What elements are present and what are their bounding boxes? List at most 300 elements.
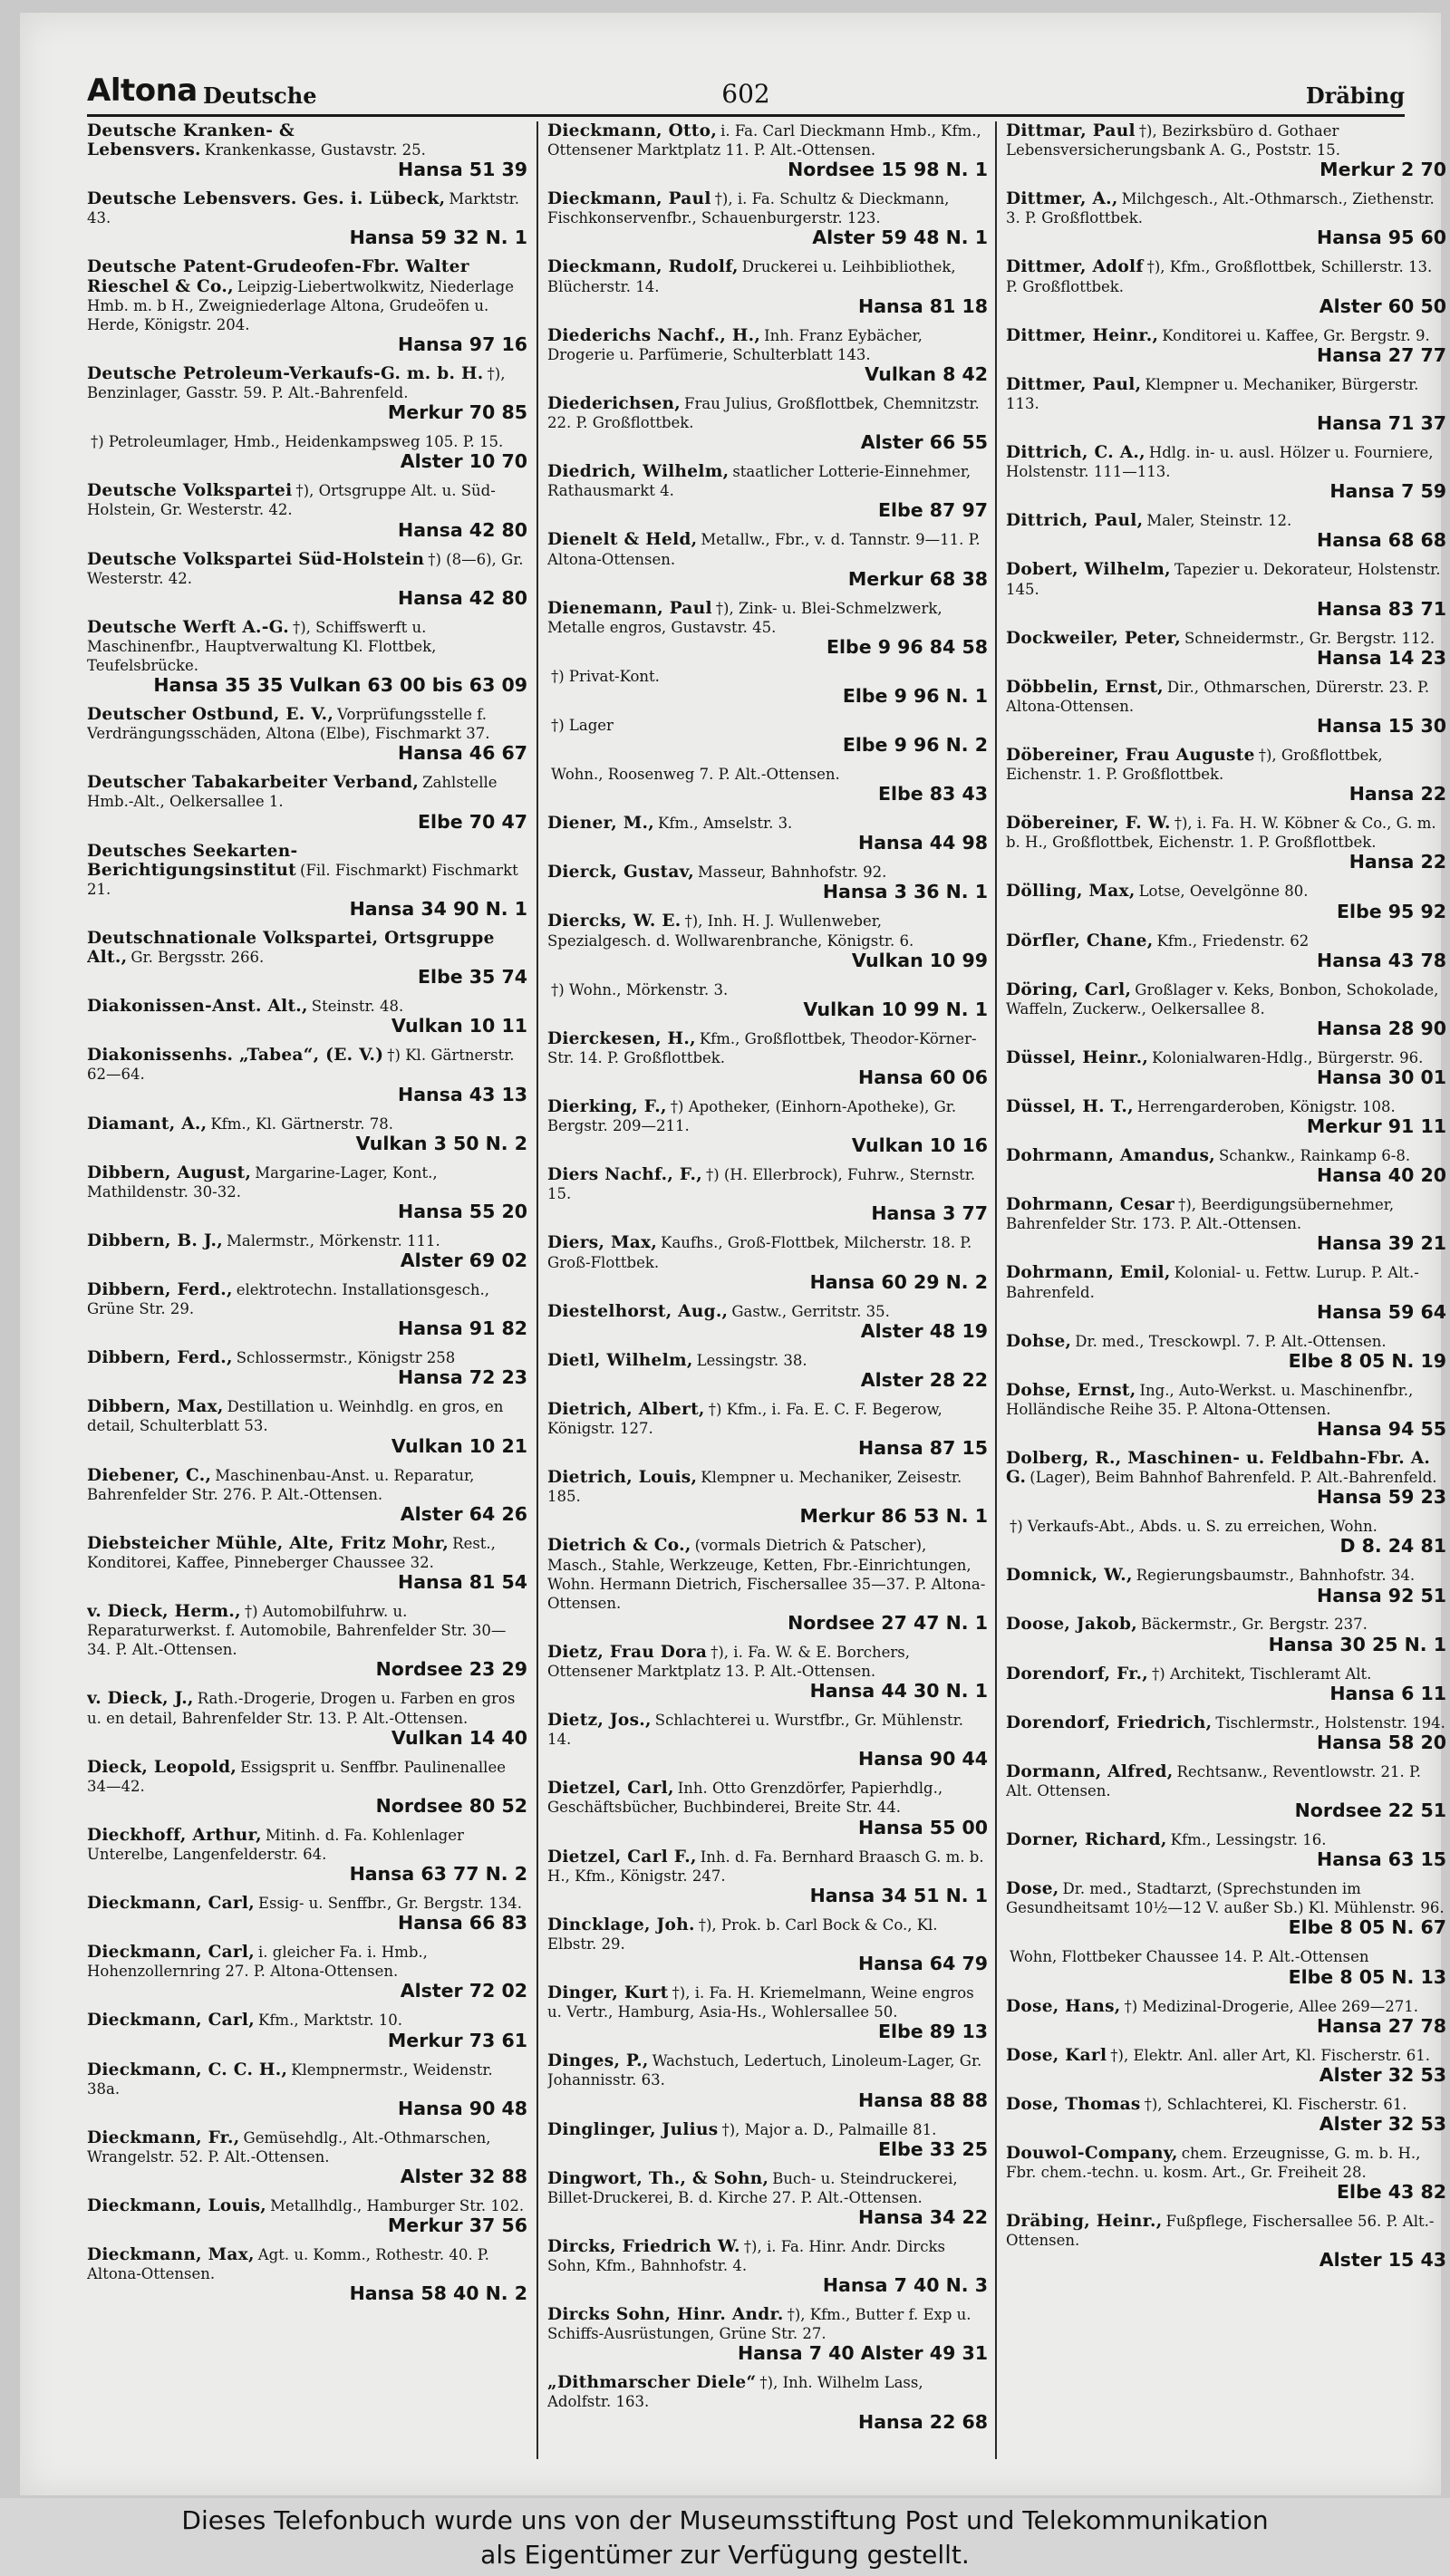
entry-description: Metallw., Fbr., v. d. Tannstr. 9—11. P. Altona-Ottensen.: [547, 531, 981, 568]
directory-entry: [87, 257, 527, 355]
entry-phone: Vulkan 8 42: [865, 362, 988, 385]
entry-name: Diers, Max,: [547, 1233, 658, 1253]
directory-entry: [87, 2128, 527, 2188]
entry-name: Dittmar, Paul: [1006, 121, 1136, 140]
entry-name: Deutschnationale Volkspartei, Ortsgruppe Alt.,: [87, 928, 495, 968]
entry-description: †), Elektr. Anl. aller Art, Kl. Fischerstr. 61.: [1110, 2046, 1430, 2064]
entry-name: Diamant, A.,: [87, 1114, 208, 1134]
directory-entry: [87, 1758, 527, 1818]
entry-name: Dibbern, August,: [87, 1163, 252, 1182]
entry-description: Klempner u. Mechaniker, Zeisestr. 185.: [547, 1469, 962, 1506]
entry-name: Dieckhoff, Arthur,: [87, 1825, 262, 1845]
entry-description: Kfm., Lessingstr. 16.: [1170, 1831, 1327, 1849]
entry-phone: Hansa 58 20: [1317, 1731, 1446, 1753]
entry-phone: Hansa 92 51: [1317, 1584, 1446, 1606]
entry-description: †), Bezirksbüro d. Gothaer Lebensversicherungsbank A. G., Poststr. 15.: [1006, 122, 1341, 159]
entry-phone: Merkur 2 70: [1320, 159, 1446, 181]
entry-phone: Alster 15 43: [1319, 2249, 1446, 2272]
directory-entry: [1006, 1762, 1446, 1822]
directory-entry: [87, 773, 527, 833]
entry-description: staatlicher Lotterie-Einnehmer, Rathausmarkt 4.: [547, 463, 972, 500]
directory-entry: [1006, 257, 1446, 317]
entry-name: Douwol-Company,: [1006, 2143, 1178, 2163]
entry-phone: Elbe 8 05 N. 13: [1288, 1965, 1446, 1988]
entry-phone: D 8. 24 81: [1339, 1535, 1446, 1558]
entry-phone: Hansa 46 67: [398, 742, 527, 765]
entry-name: v. Dieck, J.,: [87, 1689, 194, 1709]
directory-entry: [547, 1983, 988, 2043]
entry-name: Dierck, Gustav,: [547, 863, 694, 883]
entry-description: Klempner u. Mechaniker, Bürgerstr. 113.: [1006, 375, 1419, 412]
entry-description: Lotse, Oevelgönne 80.: [1138, 883, 1309, 901]
directory-entry: [1006, 931, 1446, 972]
entry-phone: Hansa 59 23: [1317, 1486, 1446, 1509]
entry-name: v. Dieck, Herm.,: [87, 1602, 241, 1622]
entry-phone: Hansa 43 13: [398, 1083, 527, 1105]
entry-name: Dieckmann, Otto,: [547, 121, 718, 140]
entry-description: †), Beerdigungsübernehmer, Bahrenfelder Str. 173. P. Alt.-Ottensen.: [1006, 1196, 1395, 1233]
entry-name: Diakonissen-Anst. Alt.,: [87, 997, 308, 1017]
directory-entry: [547, 2169, 988, 2229]
column-2: [547, 121, 988, 2459]
entry-phone: Nordsee 22 51: [1294, 1799, 1446, 1822]
entry-description: Lessingstr. 38.: [696, 1351, 807, 1369]
directory-entry: [1006, 1997, 1446, 2038]
entry-name: Deutscher Tabakarbeiter Verband,: [87, 773, 420, 793]
directory-entry: [87, 189, 527, 249]
entry-name: Dieck, Leopold,: [87, 1757, 237, 1777]
directory-entry: [87, 1894, 527, 1934]
directory-entry: [547, 980, 988, 1021]
directory-entry: [1006, 882, 1446, 922]
entry-description: Metallhdlg., Hamburger Str. 102.: [270, 2197, 525, 2215]
entry-name: Döring, Carl,: [1006, 979, 1132, 999]
entry-phone: Hansa 22: [1348, 851, 1446, 873]
entry-description: Milchgesch., Alt.-Othmarsch., Ziethenstr. 3. P. Großflottbek.: [1006, 190, 1435, 227]
entry-name: Dieckmann, Louis,: [87, 2196, 267, 2216]
entry-phone: Vulkan 3 50 N. 2: [355, 1132, 527, 1154]
entry-name: Dittmer, Paul,: [1006, 374, 1142, 394]
directory-entry: [547, 189, 988, 249]
entry-name: Dose,: [1006, 1879, 1059, 1899]
directory-entry: [1006, 1517, 1446, 1558]
entry-name: Deutsche Petroleum-Verkaufs-G. m. b. H.: [87, 363, 484, 383]
entry-description: Gastw., Gerritstr. 35.: [731, 1302, 890, 1320]
entry-description: Tapezier u. Dekorateur, Holstenstr. 145.: [1006, 561, 1441, 598]
entry-name: Deutsche Kranken- & Lebensvers.: [87, 121, 295, 160]
entry-name: Döbereiner, Frau Auguste: [1006, 745, 1255, 765]
entry-description: †), Schlachterei, Kl. Fischerstr. 61.: [1144, 2095, 1407, 2113]
directory-entry: [87, 1943, 527, 2002]
entry-phone: Hansa 87 15: [858, 1437, 988, 1460]
directory-entry: [547, 530, 988, 590]
entry-phone: Hansa 40 20: [1317, 1164, 1446, 1187]
entry-description: †), Inh. Wilhelm Lass, Adolfstr. 163.: [547, 2374, 923, 2411]
entry-phone: Hansa 94 55: [1317, 1418, 1446, 1441]
entry-description: Schlachterei u. Wurstfbr., Gr. Mühlenstr. 14.: [547, 1712, 963, 1749]
entry-name: Dibbern, B. J.,: [87, 1230, 224, 1250]
entry-description: †), Großflottbek, Eichenstr. 1. P. Großflottbek.: [1006, 746, 1383, 784]
entry-description: Rath.-Drogerie, Drogen u. Farben en gros u. en detail, Bahrenfelder Str. 13. P. Alt.-Ottensen.: [87, 1690, 516, 1727]
directory-entry: [87, 481, 527, 541]
entry-name: Dinglinger, Julius: [547, 2119, 719, 2139]
directory-entry: [547, 257, 988, 317]
entry-description: Destillation u. Weinhdlg. en gros, en detail, Schulterblatt 53.: [87, 1398, 504, 1435]
entry-name: Dietz, Frau Dora: [547, 1642, 708, 1662]
directory-entry: [547, 326, 988, 386]
entry-description: Dr. med., Tresckowpl. 7. P. Alt.-Ottensen.: [1075, 1332, 1387, 1350]
entry-name: Dibbern, Ferd.,: [87, 1279, 233, 1299]
entry-phone: Hansa 42 80: [398, 586, 527, 609]
directory-entry: [1006, 1947, 1446, 1988]
directory-entry: [1006, 560, 1446, 620]
directory-entry: [87, 432, 527, 473]
entry-description: †), i. Fa. Schultz & Dieckmann, Fischkonservenfbr., Schauenburgerstr. 123.: [547, 190, 950, 227]
entry-name: Dieckmann, Max,: [87, 2245, 255, 2265]
entry-description: Krankenkasse, Gustavstr. 25.: [204, 141, 426, 159]
directory-entry: [1006, 629, 1446, 670]
directory-entry: [1006, 1381, 1446, 1441]
entry-description: Wohn., Roosenweg 7. P. Alt.-Ottensen.: [551, 766, 840, 784]
directory-entry: [1006, 980, 1446, 1040]
entry-description: †), Schiffswerft u. Maschinenfbr., Hauptverwaltung Kl. Flottbek, Teufelsbrücke.: [87, 618, 437, 675]
entry-description: Leipzig-Liebertwolkwitz, Niederlage Hmb. m. b H., Zweigniederlage Altona, Grudeöfen u. Herde, Königstr. 204.: [87, 277, 515, 333]
entry-phone: Hansa 35 35 Vulkan 63 00 bis 63 09: [153, 674, 527, 697]
directory-entry: [547, 814, 988, 854]
directory-entry: [1006, 511, 1446, 552]
entry-description: †) (H. Ellerbrock), Fuhrw., Sternstr. 15.: [547, 1166, 976, 1203]
entry-description: †), i. Fa. H. W. Köbner & Co., G. m. b. H., Großflottbek, Eichenstr. 1. P. Großflottbek.: [1006, 815, 1436, 852]
directory-entry: [87, 705, 527, 765]
entry-name: Dinges, P.,: [547, 2051, 649, 2071]
entry-phone: Alster 66 55: [860, 431, 988, 454]
directory-entry: [547, 2305, 988, 2365]
entry-phone: Alster 60 50: [1319, 294, 1446, 317]
entry-description: Masseur, Bahnhofstr. 92.: [697, 863, 887, 882]
entry-description: Maler, Steinstr. 12.: [1146, 512, 1292, 530]
entry-description: Buch- u. Steindruckerei, Billet-Druckerei, B. d. Kirche 27. P. Alt.-Ottensen.: [547, 2169, 958, 2206]
entry-phone: Hansa 59 64: [1317, 1300, 1446, 1323]
entry-description: Herrengarderoben, Königstr. 108.: [1136, 1098, 1396, 1115]
directory-entry: [547, 599, 988, 659]
entry-name: Dose, Karl: [1006, 2045, 1107, 2065]
directory-entry: [1006, 1332, 1446, 1373]
directory-entry: [547, 1711, 988, 1770]
entry-description: Zahlstelle Hmb.-Alt., Oelkersallee 1.: [87, 774, 498, 811]
entry-name: Dohse,: [1006, 1331, 1072, 1351]
entry-description: Bäckermstr., Gr. Bergstr. 237.: [1140, 1616, 1368, 1634]
column-3: [1006, 121, 1446, 2459]
entry-phone: Elbe 9 96 N. 2: [842, 734, 988, 757]
entry-description: Schankw., Rainkamp 6-8.: [1218, 1147, 1411, 1165]
entry-name: Dolberg, R., Maschinen- u. Feldbahn-Fbr. A. G.: [1006, 1449, 1431, 1488]
entry-name: Dieckmann, Fr.,: [87, 2127, 240, 2147]
entry-description: Malermstr., Mörkenstr. 111.: [227, 1231, 440, 1249]
entry-name: Dohrmann, Emil,: [1006, 1263, 1171, 1283]
entry-phone: Hansa 95 60: [1317, 227, 1446, 249]
directory-entry: [1006, 2144, 1446, 2204]
entry-name: Dobert, Wilhelm,: [1006, 560, 1171, 580]
entry-name: Dittmer, Heinr.,: [1006, 325, 1159, 345]
directory-entry: [87, 1534, 527, 1594]
directory-entry: [547, 121, 988, 181]
entry-phone: Alster 32 53: [1319, 2112, 1446, 2135]
directory-entry: [547, 1536, 988, 1634]
entry-description: chem. Erzeugnisse, G. m. b. H., Fbr. chem.-techn. u. kosm. Art., Gr. Freiheit 28.: [1006, 2144, 1421, 2181]
entry-name: Deutsche Volkspartei: [87, 481, 293, 501]
entry-description: †) Wohn., Mörkenstr. 3.: [551, 980, 729, 999]
entry-phone: Hansa 90 48: [398, 2097, 527, 2119]
entry-name: „Dithmarscher Diele“: [547, 2373, 757, 2393]
entry-name: Domnick, W.,: [1006, 1566, 1133, 1586]
directory-entry: [1006, 2095, 1446, 2136]
entry-description: Wachstuch, Ledertuch, Linoleum-Lager, Gr. Johannisstr. 63.: [547, 2052, 982, 2089]
directory-entry: [1006, 678, 1446, 738]
entry-phone: Vulkan 14 40: [391, 1726, 527, 1749]
entry-phone: Elbe 83 43: [878, 783, 988, 806]
entry-phone: Hansa 30 01: [1317, 1066, 1446, 1089]
entry-description: Dir., Othmarschen, Dürerstr. 23. P. Altona-Ottensen.: [1006, 678, 1430, 715]
entry-description: Kolonial- u. Fettw. Lurup. P. Alt.-Bahrenfeld.: [1006, 1264, 1419, 1301]
entry-name: Dittmer, Adolf: [1006, 257, 1144, 277]
entry-phone: Elbe 8 05 N. 19: [1288, 1349, 1446, 1372]
entry-phone: Hansa 30 25 N. 1: [1268, 1633, 1446, 1655]
entry-phone: Hansa 34 51 N. 1: [809, 1884, 988, 1906]
entry-description: †) Verkaufs-Abt., Abds. u. S. zu erreichen, Wohn.: [1010, 1518, 1378, 1536]
entry-description: Inh. Franz Eybächer, Drogerie u. Parfümerie, Schulterblatt 143.: [547, 326, 923, 363]
entry-phone: Vulkan 10 99 N. 1: [803, 998, 988, 1020]
entry-description: Mitinh. d. Fa. Kohlenlager Unterelbe, Langenfelderstr. 64.: [87, 1826, 464, 1863]
directory-entry: [87, 1689, 527, 1749]
entry-name: Düssel, Heinr.,: [1006, 1047, 1149, 1067]
entry-name: Diebsteicher Mühle, Alte, Fritz Mohr,: [87, 1533, 450, 1553]
directory-entry: [1006, 189, 1446, 249]
entry-phone: Hansa 68 68: [1317, 529, 1446, 552]
entry-name: Dincklage, Joh.: [547, 1915, 695, 1934]
entry-phone: Hansa 6 11: [1329, 1682, 1446, 1704]
entry-name: Diederichsen,: [547, 393, 682, 413]
entry-phone: Hansa 60 06: [858, 1066, 988, 1089]
directory-entry: [87, 1466, 527, 1526]
entry-phone: Hansa 66 83: [398, 1912, 527, 1934]
entry-description: †), Ortsgruppe Alt. u. Süd-Holstein, Gr. Westerstr. 42.: [87, 482, 496, 519]
entry-description: (Lager), Beim Bahnhof Bahrenfeld. P. Alt.-Bahrenfeld.: [1030, 1469, 1437, 1487]
entry-name: Dohrmann, Cesar: [1006, 1195, 1175, 1215]
entry-description: †) Medizinal-Drogerie, Allee 269—271.: [1124, 1997, 1419, 2015]
entry-phone: Hansa 55 20: [398, 1200, 527, 1222]
entry-name: Diebener, C.,: [87, 1465, 212, 1485]
directory-entry: [1006, 2212, 1446, 2272]
entry-phone: Alster 32 53: [1319, 2063, 1446, 2086]
entry-phone: Nordsee 23 29: [375, 1658, 527, 1681]
entry-phone: Elbe 89 13: [878, 2021, 988, 2043]
entry-name: Dietrich, Albert,: [547, 1399, 705, 1419]
entry-phone: Hansa 63 15: [1317, 1848, 1446, 1871]
entry-name: Döbereiner, F. W.: [1006, 814, 1171, 834]
directory-entry: [87, 2011, 527, 2051]
entry-description: Druckerei u. Leihbibliothek, Blücherstr. 14.: [547, 258, 956, 295]
entry-description: Margarine-Lager, Kont., Mathildenstr. 30-32.: [87, 1163, 438, 1201]
entry-phone: Nordsee 27 47 N. 1: [788, 1611, 988, 1634]
directory-entry: [547, 2051, 988, 2111]
entry-phone: Hansa 72 23: [398, 1366, 527, 1389]
entry-description: Konditorei u. Kaffee, Gr. Bergstr. 9.: [1162, 326, 1430, 344]
entry-description: Kaufhs., Groß-Flottbek, Milcherstr. 18. P. Groß-Flottbek.: [547, 1234, 972, 1271]
entry-description: Steinstr. 48.: [311, 998, 404, 1016]
entry-name: Döbbelin, Ernst,: [1006, 677, 1164, 697]
entry-description: Maschinenbau-Anst. u. Reparatur, Bahrenfelder Str. 276. P. Alt.-Ottensen.: [87, 1466, 475, 1503]
entry-description: Schneidermstr., Gr. Bergstr. 112.: [1184, 629, 1436, 647]
directory-entry: [547, 1779, 988, 1838]
directory-entry: [1006, 375, 1446, 435]
directory-entry: [87, 929, 527, 989]
entry-phone: Alster 69 02: [400, 1249, 527, 1271]
entry-phone: Elbe 33 25: [878, 2137, 988, 2160]
entry-phone: Merkur 37 56: [387, 2214, 527, 2237]
entry-phone: Alster 28 22: [860, 1368, 988, 1391]
entry-phone: Hansa 7 40 Alster 49 31: [737, 2342, 988, 2365]
entry-name: Dietz, Jos.,: [547, 1711, 652, 1731]
entry-name: Dittrich, C. A.,: [1006, 443, 1146, 463]
entry-name: Dieckmann, C. C. H.,: [87, 2060, 288, 2079]
directory-entry: [87, 1114, 527, 1155]
entry-description: Gemüsehdlg., Alt.-Othmarschen, Wrangelstr. 52. P. Alt.-Ottensen.: [87, 2128, 491, 2166]
entry-phone: Hansa 27 77: [1317, 343, 1446, 366]
entry-description: Agt. u. Komm., Rothestr. 40. P. Altona-Ottensen.: [87, 2246, 489, 2283]
entry-name: Diercks, W. E.: [547, 912, 682, 931]
entry-description: Essigsprit u. Senffbr. Paulinenallee 34—42.: [87, 1758, 506, 1795]
entry-name: Dieckmann, Carl,: [87, 1943, 255, 1963]
entry-description: †), Prok. b. Carl Bock & Co., Kl. Elbstr. 29.: [547, 1915, 938, 1953]
entry-name: Dorendorf, Friedrich,: [1006, 1713, 1213, 1732]
entry-name: Dibbern, Max,: [87, 1397, 224, 1417]
entry-phone: Elbe 8 05 N. 67: [1288, 1916, 1446, 1939]
entry-name: Diedrich, Wilhelm,: [547, 462, 730, 482]
entry-name: Dräbing, Heinr.,: [1006, 2212, 1163, 2232]
entry-name: Dörfler, Chane,: [1006, 931, 1154, 950]
entry-description: †), Inh. H. J. Wullenweber, Spezialgesch. d. Wollwarenbranche, Königstr. 6.: [547, 912, 914, 950]
entry-name: Dieckmann, Carl,: [87, 2011, 255, 2031]
directory-entry: [87, 1046, 527, 1105]
directory-entry: [547, 863, 988, 903]
entry-name: Dibbern, Ferd.,: [87, 1348, 233, 1368]
entry-description: †), Benzinlager, Gasstr. 59. P. Alt.-Bahrenfeld.: [87, 364, 506, 402]
entry-name: Dohrmann, Amandus,: [1006, 1146, 1215, 1166]
entry-description: Regierungsbaumstr., Bahnhofstr. 34.: [1136, 1567, 1416, 1585]
entry-description: †), i. Fa. H. Kriemelmann, Weine engros u. Vertr., Hamburg, Asia-Hs., Wohlersallee 50.: [547, 1984, 974, 2021]
entry-phone: Elbe 87 97: [878, 499, 988, 522]
directory-entry: [547, 912, 988, 971]
entry-name: Deutsche Werft A.-G.: [87, 617, 289, 637]
entry-phone: Merkur 73 61: [387, 2029, 527, 2051]
entry-phone: Hansa 44 30 N. 1: [809, 1680, 988, 1703]
directory-entry: [1006, 443, 1446, 503]
directory-entry: [1006, 1566, 1446, 1606]
directory-entry: [1006, 1664, 1446, 1705]
entry-phone: Hansa 28 90: [1317, 1017, 1446, 1039]
entry-phone: Elbe 70 47: [418, 810, 527, 833]
directory-entry: [547, 2373, 988, 2433]
directory-entry: [87, 842, 527, 921]
directory-entry: [1006, 121, 1446, 181]
entry-phone: Elbe 35 74: [418, 966, 527, 989]
directory-entry: [547, 1165, 988, 1225]
entry-description: Kfm., Marktstr. 10.: [258, 2012, 402, 2030]
entry-name: Dieckmann, Rudolf,: [547, 257, 739, 277]
entry-name: Dieckmann, Paul: [547, 189, 711, 209]
entry-name: Dormann, Alfred,: [1006, 1761, 1174, 1781]
entry-name: Dietl, Wilhelm,: [547, 1350, 693, 1370]
entry-description: Kfm., Amselstr. 3.: [658, 815, 793, 833]
entry-phone: Hansa 51 39: [398, 159, 527, 181]
entry-name: Doose, Jakob,: [1006, 1615, 1137, 1635]
entry-phone: Hansa 55 00: [858, 1816, 988, 1838]
entry-name: Dircks Sohn, Hinr. Andr.: [547, 2305, 784, 2325]
directory-entry: [87, 1397, 527, 1457]
directory-entry: [1006, 746, 1446, 806]
entry-phone: Hansa 83 71: [1317, 597, 1446, 620]
head-place: Altona: [87, 72, 198, 109]
entry-phone: Hansa 14 23: [1317, 646, 1446, 669]
entry-description: †) Kl. Gärtnerstr. 62—64.: [87, 1047, 515, 1084]
entry-description: †) Privat-Kont.: [551, 667, 660, 685]
entry-description: i. Fa. Carl Dieckmann Hmb., Kfm., Ottensener Marktplatz 11. P. Alt.-Ottensen.: [547, 122, 981, 159]
directory-entry: [1006, 1195, 1446, 1255]
entry-description: (Fil. Fischmarkt) Fischmarkt 21.: [87, 861, 518, 898]
entry-phone: Hansa 22 68: [858, 2410, 988, 2433]
entry-description: †), i. Fa. W. & E. Borchers, Ottensener Marktplatz 13. P. Alt.-Ottensen.: [547, 1643, 910, 1680]
entry-phone: Nordsee 15 98 N. 1: [788, 159, 988, 181]
running-head: [87, 69, 1405, 114]
entry-description: Klempnermstr., Weidenstr. 38a.: [87, 2060, 493, 2098]
entry-phone: Hansa 81 54: [398, 1571, 527, 1594]
entry-name: Dienemann, Paul: [547, 598, 712, 618]
entry-name: Dietzel, Carl F.,: [547, 1847, 697, 1867]
entry-name: Dohse, Ernst,: [1006, 1380, 1136, 1400]
directory-entry: [547, 765, 988, 806]
entry-phone: Vulkan 10 99: [851, 949, 988, 971]
entry-phone: Merkur 91 11: [1306, 1115, 1446, 1138]
head-left-keyword: Deutsche: [203, 82, 317, 109]
entry-name: Dierking, F.,: [547, 1097, 667, 1116]
entry-description: Großlager v. Keks, Bonbon, Schokolade, Waffeln, Zuckerw., Oelkersallee 8.: [1006, 980, 1439, 1018]
entry-phone: Nordsee 80 52: [375, 1794, 527, 1817]
directory-entry: [547, 2120, 988, 2161]
entry-description: Inh. Otto Grenzdörfer, Papierhdlg., Geschäftsbücher, Buchbinderei, Breite Str. 44.: [547, 1780, 943, 1817]
entry-phone: Alster 72 02: [400, 1980, 527, 2002]
directory-entry: [547, 716, 988, 757]
entry-phone: Alster 10 70: [400, 450, 527, 473]
entry-description: †), Major a. D., Palmaille 81.: [721, 2120, 937, 2138]
entry-phone: Hansa 91 82: [398, 1317, 527, 1340]
entry-name: Dietrich, Louis,: [547, 1468, 698, 1488]
entry-name: Dienelt & Held,: [547, 530, 698, 550]
entry-phone: Hansa 34 90 N. 1: [349, 897, 527, 920]
entry-name: Dietrich & Co.,: [547, 1536, 691, 1556]
entry-description: Inh. d. Fa. Bernhard Braasch G. m. b. H., Kfm., Königstr. 247.: [547, 1848, 984, 1885]
entry-name: Dingwort, Th., & Sohn,: [547, 2168, 769, 2188]
entry-description: Kfm., Großflottbek, Theodor-Körner-Str. 14. P. Großflottbek.: [547, 1029, 977, 1066]
directory-entry: [547, 1643, 988, 1703]
entry-phone: Elbe 43 82: [1337, 2181, 1446, 2204]
directory-entry: [1006, 1097, 1446, 1138]
entry-description: Hdlg. in- u. ausl. Hölzer u. Fourniere, Holstenstr. 111—113.: [1006, 444, 1434, 481]
column-divider: [536, 121, 538, 2459]
entry-phone: Hansa 42 80: [398, 518, 527, 541]
entry-phone: Hansa 71 37: [1317, 412, 1446, 435]
entry-description: Dr. med., Stadtarzt, (Sprechstunden im Gesundheitsamt 10½—12 V. außer Sb.) Kl. Mühlenstr. 96.: [1006, 1880, 1445, 1917]
entry-phone: Hansa 44 98: [858, 832, 988, 854]
